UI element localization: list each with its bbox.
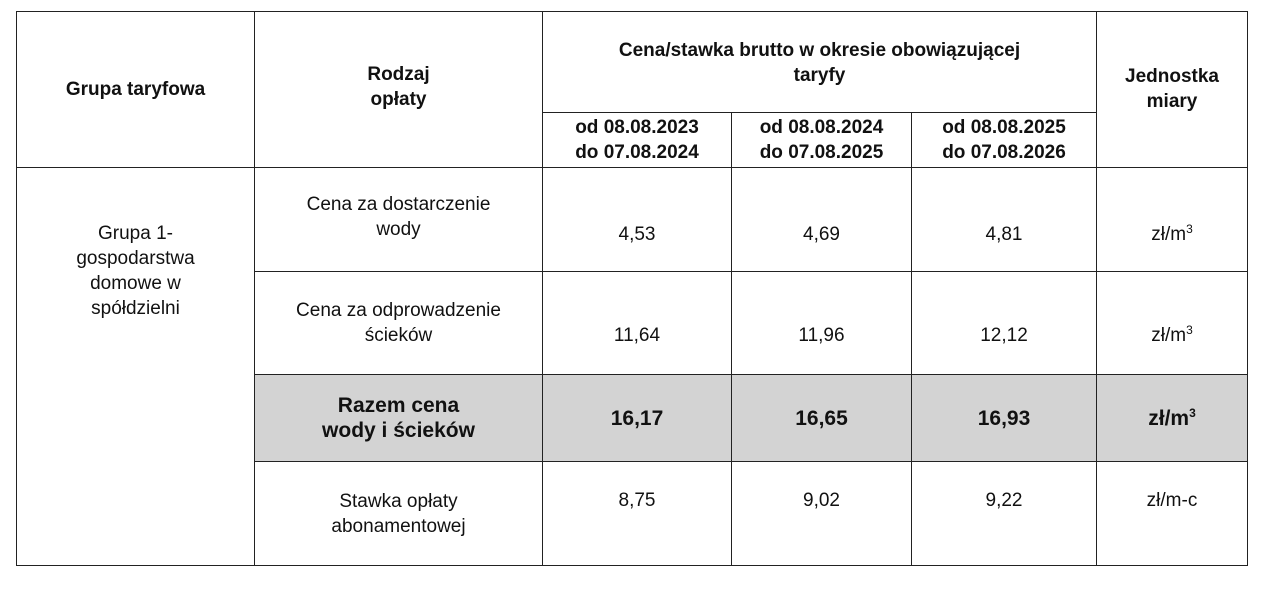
unit-sup: 3 [1189, 405, 1196, 420]
period-header [543, 113, 732, 168]
fee-name [255, 462, 543, 566]
value-cell: 16,17 [543, 375, 732, 462]
value-cell: 12,12 [912, 272, 1097, 375]
header-type-l2: opłaty [370, 89, 427, 110]
fee-name-l2: wody [376, 218, 421, 240]
header-unit [1097, 12, 1248, 168]
unit-cell [1097, 272, 1248, 375]
header-type-l1: Rodzaj [367, 64, 430, 85]
unit-cell: zł/m-c [1097, 462, 1248, 566]
unit-text: zł/m [1148, 406, 1190, 430]
header-group-text: Grupa taryfowa [65, 79, 206, 100]
fee-name [255, 272, 543, 375]
fee-name-l1: Cena za dostarczenie [306, 193, 491, 215]
unit-sup: 3 [1186, 322, 1193, 337]
value-cell: 9,02 [732, 462, 912, 566]
unit-sup: 3 [1186, 222, 1193, 236]
unit-cell [1097, 375, 1248, 462]
value-cell: 4,81 [912, 168, 1097, 272]
period-to: do 07.08.2025 [759, 142, 884, 163]
value-cell: 9,22 [912, 462, 1097, 566]
fee-name [255, 375, 543, 462]
value-cell: 11,96 [732, 272, 912, 375]
value-cell: 16,93 [912, 375, 1097, 462]
period-from: od 08.08.2025 [942, 117, 1066, 138]
group-l3: domowe w [90, 273, 181, 294]
header-price-l1: Cena/stawka brutto w okresie obowiązującej [618, 40, 1021, 61]
period-from: od 08.08.2024 [759, 117, 884, 138]
group-cell [17, 168, 255, 566]
header-price-l2: taryfy [793, 65, 846, 86]
header-price [543, 12, 1097, 113]
value-cell: 4,69 [732, 168, 912, 272]
group-l4: spółdzielni [91, 298, 180, 319]
header-unit-l2: miary [1146, 91, 1198, 112]
fee-name-l1: Stawka opłaty [339, 490, 458, 512]
unit-cell [1097, 168, 1248, 272]
period-to: do 07.08.2026 [942, 142, 1066, 163]
fee-name-l2: wody i ścieków [322, 419, 475, 442]
value-cell: 4,53 [543, 168, 732, 272]
header-group [17, 12, 255, 168]
table-row [17, 168, 1248, 272]
tariff-table [16, 11, 1248, 566]
period-from: od 08.08.2023 [575, 117, 699, 138]
header-type [255, 12, 543, 168]
period-to: do 07.08.2024 [575, 142, 699, 163]
period-header [732, 113, 912, 168]
fee-name-l2: ścieków [364, 325, 433, 346]
period-header [912, 113, 1097, 168]
group-l1: Grupa 1- [98, 223, 173, 244]
unit-text: zł/m [1151, 324, 1187, 346]
fee-name-l2: abonamentowej [331, 515, 466, 537]
group-l2: gospodarstwa [76, 248, 195, 269]
value-cell: 16,65 [732, 375, 912, 462]
value-cell: 8,75 [543, 462, 732, 566]
fee-name-l1: Razem cena [337, 394, 460, 417]
header-unit-l1: Jednostka [1125, 66, 1219, 87]
unit-text: zł/m [1151, 224, 1187, 245]
fee-name [255, 168, 543, 272]
fee-name-l1: Cena za odprowadzenie [296, 300, 501, 321]
value-cell: 11,64 [543, 272, 732, 375]
